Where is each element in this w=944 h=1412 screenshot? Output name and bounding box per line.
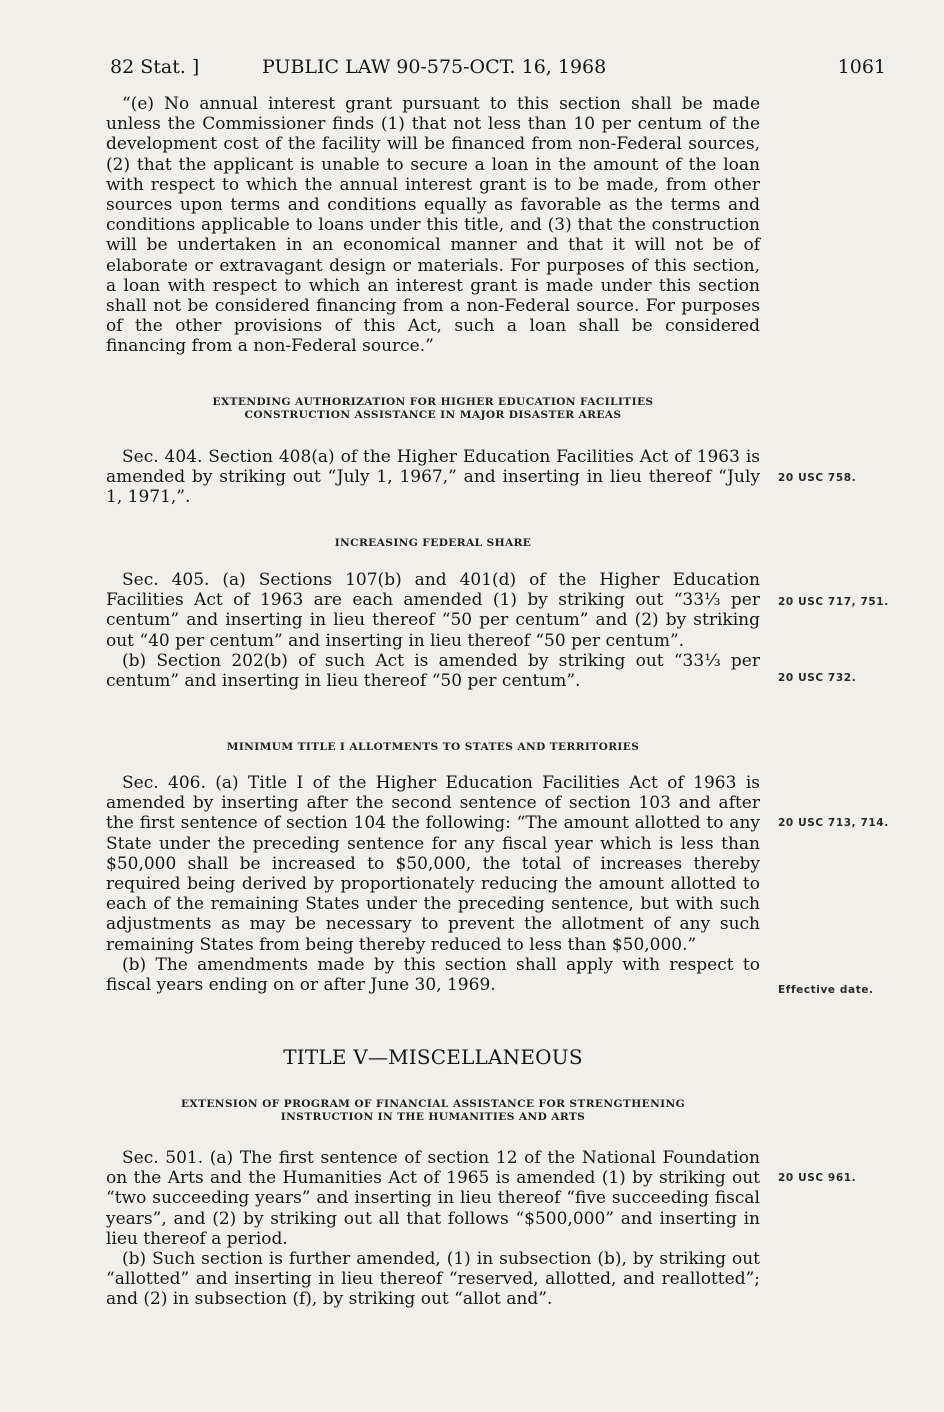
sec406-block bbox=[106, 773, 760, 995]
sec406-margin-note-a: 20 USC 713, 714. bbox=[778, 817, 889, 829]
sec405-paragraph-b: (b) Section 202(b) of such Act is amended by striking out “33⅓ per centum” and inserting in lieu thereof “50 per centum”. bbox=[106, 650, 760, 692]
title-v-heading: TITLE V—MISCELLANEOUS bbox=[283, 1045, 583, 1069]
sec406-paragraph-b: (b) The amendments made by this section shall apply with respect to fiscal years ending on or after June 30, 1969. bbox=[106, 954, 760, 996]
running-title: PUBLIC LAW 90-575-OCT. 16, 1968 bbox=[262, 56, 607, 78]
sec404-paragraph: Sec. 404. Section 408(a) of the Higher Education Facilities Act of 1963 is amended by striking out “July 1, 1967,” and inserting in lieu thereof “July 1, 1971,”. bbox=[106, 447, 760, 508]
section-e-paragraph: “(e) No annual interest grant pursuant to this section shall be made unless the Commissioner finds (1) that not less than 10 per centum of the development cost of the facility will be financed from non-Federal sources, (2) that the applicant is unable to secure a loan in the amount of the loan with respect to which the annual interest grant is to be made, from other sources upon terms and conditions equally as favorable as the terms and conditions applicable to loans under this title, and (3) that the construction will be undertaken in an economical manner and that it will not be of elaborate or extravagant design or materials. For purposes of this section, a loan with respect to which an interest grant is made under this section shall not be considered financing from a non-Federal source. For purposes of the other provisions of this Act, such a loan shall be considered financing from a non-Federal source.” bbox=[106, 94, 760, 357]
sec501-heading-line1: EXTENSION OF PROGRAM OF FINANCIAL ASSISTANCE FOR STRENGTHENING bbox=[180, 1098, 686, 1110]
sec501-paragraph-a: Sec. 501. (a) The first sentence of section 12 of the National Foundation on the Arts and the Humanities Act of 1965 is amended (1) by striking out “two succeeding years” and inserting in lieu thereof “five succeeding fiscal years”, and (2) by striking out all that follows “$500,000” and inserting in lieu thereof a period. bbox=[106, 1148, 760, 1249]
section-e-block bbox=[106, 94, 760, 357]
sec404-margin-note: 20 USC 758. bbox=[778, 472, 857, 484]
sec404-heading-line2: CONSTRUCTION ASSISTANCE IN MAJOR DISASTER AREAS bbox=[244, 409, 622, 421]
sec405-heading: INCREASING FEDERAL SHARE bbox=[334, 537, 532, 549]
page-header bbox=[110, 56, 886, 84]
sec501-heading-line2: INSTRUCTION IN THE HUMANITIES AND ARTS bbox=[280, 1111, 586, 1123]
sec501-heading bbox=[106, 1098, 760, 1124]
sec405-margin-note-b: 20 USC 732. bbox=[778, 672, 857, 684]
sec406-margin-note-b: Effective date. bbox=[778, 984, 874, 996]
statute-reference: 82 Stat. ] bbox=[110, 56, 200, 78]
sec404-heading-line1: EXTENDING AUTHORIZATION FOR HIGHER EDUCATION FACILITIES bbox=[212, 396, 654, 408]
sec501-paragraph-b: (b) Such section is further amended, (1) in subsection (b), by striking out “allotted” and inserting in lieu thereof “reserved, allotted, and reallotted”; and (2) in subsection (f), by striking out “allot and”. bbox=[106, 1249, 760, 1310]
sec405-paragraph-a: Sec. 405. (a) Sections 107(b) and 401(d) of the Higher Education Facilities Act of 1963 are each amended (1) by striking out “33⅓ per centum” and inserting in lieu thereof “50 per centum” and (2) by striking out “40 per centum” and inserting in lieu thereof “50 per centum”. bbox=[106, 570, 760, 651]
sec501-margin-note: 20 USC 961. bbox=[778, 1172, 857, 1184]
sec406-paragraph-a: Sec. 406. (a) Title I of the Higher Education Facilities Act of 1963 is amended by inserting after the second sentence of section 103 and after the first sentence of section 104 the following: “The amount allotted to any State under the preceding sentence for any fiscal year which is less than $50,000 shall be increased to $50,000, the total of increases thereby required being derived by proportionately reducing the amount allotted to each of the remaining States under the preceding sentence, but with such adjustments as may be necessary to prevent the allotment of any such remaining States from being thereby reduced to less than $50,000.” bbox=[106, 773, 760, 955]
sec406-heading: MINIMUM TITLE I ALLOTMENTS TO STATES AND TERRITORIES bbox=[226, 741, 640, 753]
sec404-block bbox=[106, 447, 760, 508]
sec405-margin-note-a: 20 USC 717, 751. bbox=[778, 596, 889, 608]
sec404-heading bbox=[106, 396, 760, 422]
sec501-block bbox=[106, 1148, 760, 1310]
sec405-block bbox=[106, 570, 760, 691]
page-number: 1061 bbox=[837, 56, 886, 78]
